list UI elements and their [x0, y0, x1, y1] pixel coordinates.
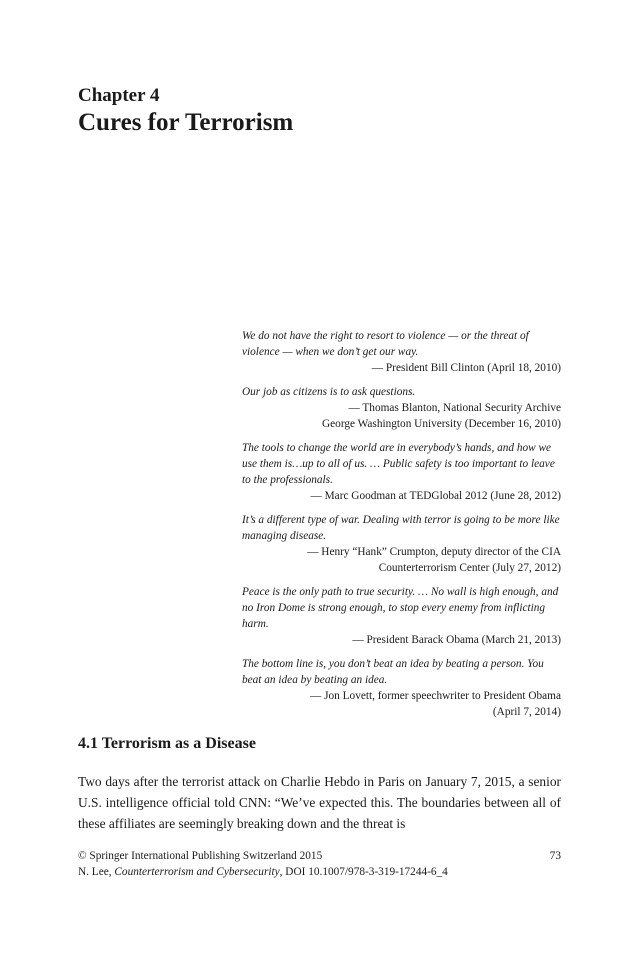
epigraph — [242, 384, 561, 432]
copyright-notice: © Springer International Publishing Switzerland 2015 — [78, 850, 323, 862]
epigraph — [242, 512, 561, 576]
epigraph-attribution: Counterterrorism Center (July 27, 2012) — [378, 562, 561, 574]
epigraph-quote: The bottom line is, you don’t beat an idea by beating a person. You beat an idea by beating an idea. — [242, 658, 544, 686]
epigraph-attribution: — Thomas Blanton, National Security Archive — [348, 402, 561, 414]
epigraph — [242, 656, 561, 720]
epigraph-quote: Peace is the only path to true security. … No wall is high enough, and no Iron Dome is strong enough, to stop every enemy from inflicting harm. — [242, 586, 559, 630]
epigraph — [242, 328, 561, 376]
citation-title: Counterterrorism and Cybersecurity — [114, 866, 280, 878]
epigraph — [242, 440, 561, 504]
body-paragraph: Two days after the terrorist attack on Charlie Hebdo in Paris on January 7, 2015, a senior U.S. intelligence official told CNN: “We’ve expected this. The boundaries between all of these affiliates are seemingly breaking down and the threat is — [78, 774, 561, 831]
epigraph-attribution: George Washington University (December 16, 2010) — [322, 418, 561, 430]
epigraph-attribution: — Jon Lovett, former speechwriter to President Obama — [310, 690, 561, 702]
page-number: 73 — [549, 850, 561, 862]
page-footer — [78, 848, 561, 880]
chapter-label: Chapter 4 — [78, 85, 160, 106]
epigraph-attribution: — President Bill Clinton (April 18, 2010) — [371, 362, 561, 374]
citation-line — [78, 864, 561, 880]
epigraphs — [242, 328, 561, 728]
citation-prefix: N. Lee, — [78, 866, 115, 878]
epigraph-quote: Our job as citizens is to ask questions. — [242, 386, 416, 398]
epigraph-quote: We do not have the right to resort to violence — or the threat of violence — when we don’t get our way. — [242, 330, 529, 358]
citation-suffix: , DOI 10.1007/978-3-319-17244-6_4 — [279, 866, 448, 878]
epigraph-attribution: — Henry “Hank” Crumpton, deputy director of the CIA — [307, 546, 561, 558]
chapter-title: Cures for Terrorism — [78, 109, 294, 136]
epigraph-attribution: (April 7, 2014) — [492, 706, 561, 718]
footer-row — [78, 848, 561, 864]
epigraph-attribution: — Marc Goodman at TEDGlobal 2012 (June 28, 2012) — [310, 490, 561, 502]
section-heading: 4.1 Terrorism as a Disease — [78, 735, 256, 752]
epigraph-quote: The tools to change the world are in everybody’s hands, and how we use them is…up to all of us. … Public safety is too important to leave to the professionals. — [242, 442, 555, 486]
epigraph — [242, 584, 561, 648]
epigraph-quote: It’s a different type of war. Dealing with terror is going to be more like managing disease. — [242, 514, 560, 542]
epigraph-attribution: — President Barack Obama (March 21, 2013) — [352, 634, 561, 646]
